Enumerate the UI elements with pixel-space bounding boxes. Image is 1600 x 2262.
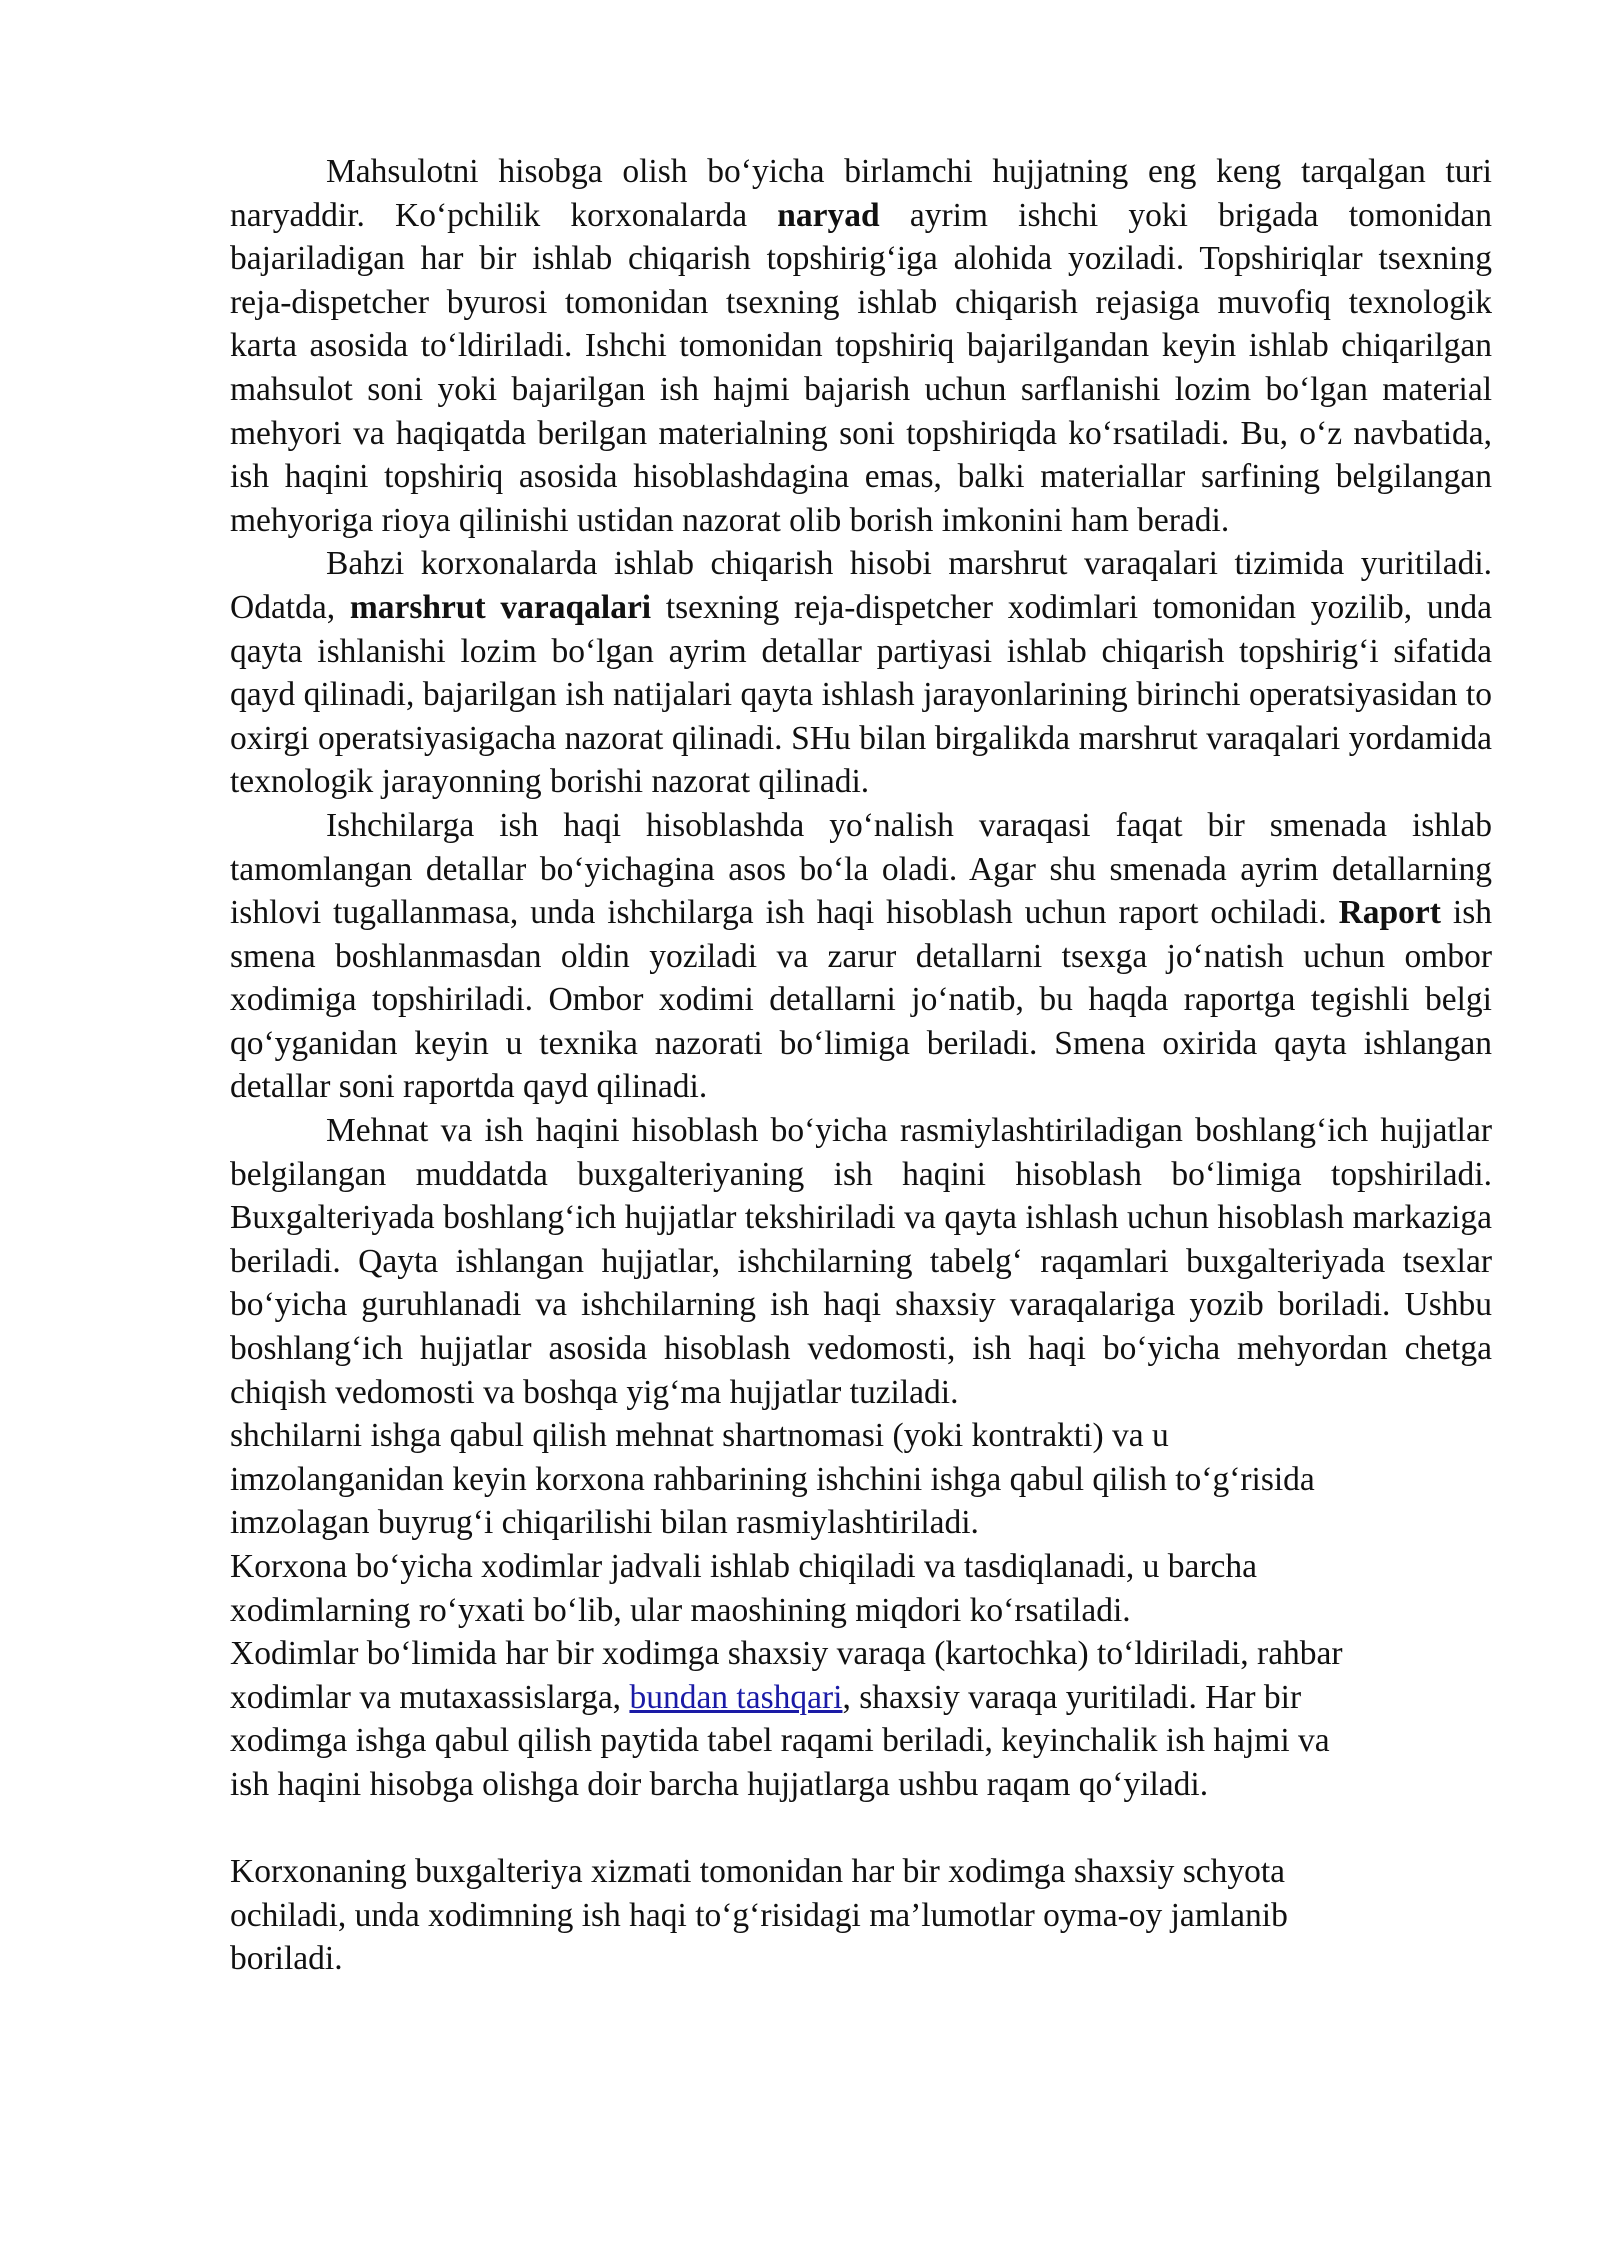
bundan-tashqari-link[interactable]: bundan tashqari <box>629 1678 843 1716</box>
text-line: shchilarni ishga qabul qilish mehnat shartnomasi (yoki kontrakti) va u <box>230 1417 1169 1455</box>
paragraph-text: Ishchilarga ish haqi hisoblashda yo‘nalish varaqasi faqat bir smenada ishlab tamomlangan detallar bo‘yichagina asos bo‘la oladi. Agar shu smenada ayrim detallarning ishlovi tugallanmasa, unda ishchilarga ish haqi hisoblash uchun raport ochiladi. <box>230 806 1492 932</box>
paragraph-marshrut <box>230 542 1492 804</box>
text-line: Korxona bo‘yicha xodimlar jadvali ishlab chiqiladi va tasdiqlanadi, u barcha <box>230 1548 1258 1585</box>
bold-term-naryad: naryad <box>777 196 880 234</box>
paragraph-shaxsiy-varaqa <box>230 1632 1492 1806</box>
paragraph-mehnat: Mehnat va ish haqini hisoblash bo‘yicha rasmiylashtiriladigan boshlang‘ich hujjatlar belgilangan muddatda buxgalteriyaning ish haqini hisoblash bo‘limiga topshiriladi. Buxgalteriyada boshlang‘ich hujjatlar tekshiriladi va qayta ishlash uchun hisoblash markaziga beriladi. Qayta ishlangan hujjatlar, ishchilarning tabelg‘ raqamlari buxgalteriyada tsexlar bo‘yicha guruhlanadi va ishchilarning ish haqi shaxsiy varaqalariga yozib boriladi. Ushbu boshlang‘ich hujjatlar asosida hisoblash vedomosti, ish haqi bo‘yicha mehyordan chetga chiqish vedomosti va boshqa yig‘ma hujjatlar tuziladi. <box>230 1112 1492 1411</box>
paragraph-naryad <box>230 150 1492 542</box>
text-line: , shaxsiy varaqa yuritiladi. Har bir <box>842 1678 1302 1716</box>
text-line: Xodimlar bo‘limida har bir xodimga shaxsiy varaqa (kartochka) to‘ldiriladi, rahbar <box>230 1635 1343 1673</box>
bold-term-marshrut-varaqalari: marshrut varaqalari <box>349 588 652 626</box>
paragraph-text: ish smena boshlanmasdan oldin yoziladi va zarur detallarni tsexga jo‘natish uchun ombor xodimiga topshiriladi. Ombor xodimi detallarni jo‘natib, bu haqda raportga tegishli belgi qo‘yganidan keyin u texnika nazorati bo‘limiga beriladi. Smena oxirida qayta ishlangan detallar soni raportda qayd qilinadi. <box>230 894 1492 1106</box>
text-line: imzolagan buyrug‘i chiqarilishi bilan rasmiylashtiriladi. <box>230 1504 979 1542</box>
document-page <box>230 150 1492 1981</box>
paragraph-text: ayrim ishchi yoki brigada tomonidan bajariladigan har bir ishlab chiqarish topshirig‘iga alohida yoziladi. Topshiriqlar tsexning reja-dispetcher byurosi tomonidan tsexning ishlab chiqarish rejasiga muvofiq texnologik karta asosida to‘ldiriladi. Ishchi tomonidan topshiriq bajarilgandan keyin ishlab chiqarilgan mahsulot soni yoki bajarilgan ish hajmi bajarish uchun sarflanishi lozim bo‘lgan material mehyori va haqiqatda berilgan materialning soni topshiriqda ko‘rsatiladi. Bu, o‘z navbatida, ish haqini topshiriq asosida hisoblashdagina emas, balki materiallar sarfining belgilangan mehyoriga rioya qilinishi ustidan nazorat olib borish imkonini ham beradi. <box>230 196 1493 539</box>
text-line: xodimga ishga qabul qilish paytida tabel raqami beriladi, keyinchalik ish hajmi va <box>230 1722 1330 1760</box>
text-line: ish haqini hisobga olishga doir barcha hujjatlarga ushbu raqam qo‘yiladi. <box>230 1765 1209 1803</box>
text-line: xodimlarning ro‘yxati bo‘lib, ular maoshining miqdori ko‘rsatiladi. <box>230 1591 1131 1629</box>
paragraph-text: Bahzi korxonalarda ishlab chiqarish hisobi marshrut varaqalari tizimida yuritiladi. Odatda, <box>230 545 1492 626</box>
paragraph-xodimlar-jadvali <box>230 1545 1492 1632</box>
text-line: boriladi. <box>230 1940 343 1978</box>
blank-line <box>230 1807 1492 1851</box>
text-line: imzolanganidan keyin korxona rahbarining ishchini ishga qabul qilish to‘g‘risida <box>230 1460 1315 1498</box>
paragraph-raport <box>230 804 1492 1109</box>
paragraph-schyota <box>230 1850 1492 1981</box>
text-line: Korxonaning buxgalteriya xizmati tomonidan har bir xodimga shaxsiy schyota <box>230 1853 1286 1891</box>
paragraph-text: Mahsulotni hisobga olish bo‘yicha birlamchi hujjatning eng keng tarqalgan turi naryaddir. Ko‘pchilik korxonalarda <box>230 153 1492 234</box>
text-line: xodimlar va mutaxassislarga, <box>230 1678 630 1716</box>
paragraph-ishga-qabul <box>230 1414 1492 1545</box>
paragraph-text: tsexning reja-dispetcher xodimlari tomonidan yozilib, unda qayta ishlanishi lozim bo‘lgan ayrim detallar partiyasi ishlab chiqarish topshirig‘i sifatida qayd qilinadi, bajarilgan ish natijalari qayta ishlash jarayonlarining birinchi operatsiyasidan to oxirgi operatsiyasigacha nazorat qilinadi. SHu bilan birgalikda marshrut varaqalari yordamida texnologik jarayonning borishi nazorat qilinadi. <box>230 588 1492 801</box>
bold-term-raport: Raport <box>1338 894 1441 932</box>
text-line: ochiladi, unda xodimning ish haqi to‘g‘risidagi ma’lumotlar oyma-oy jamlanib <box>230 1896 1288 1934</box>
